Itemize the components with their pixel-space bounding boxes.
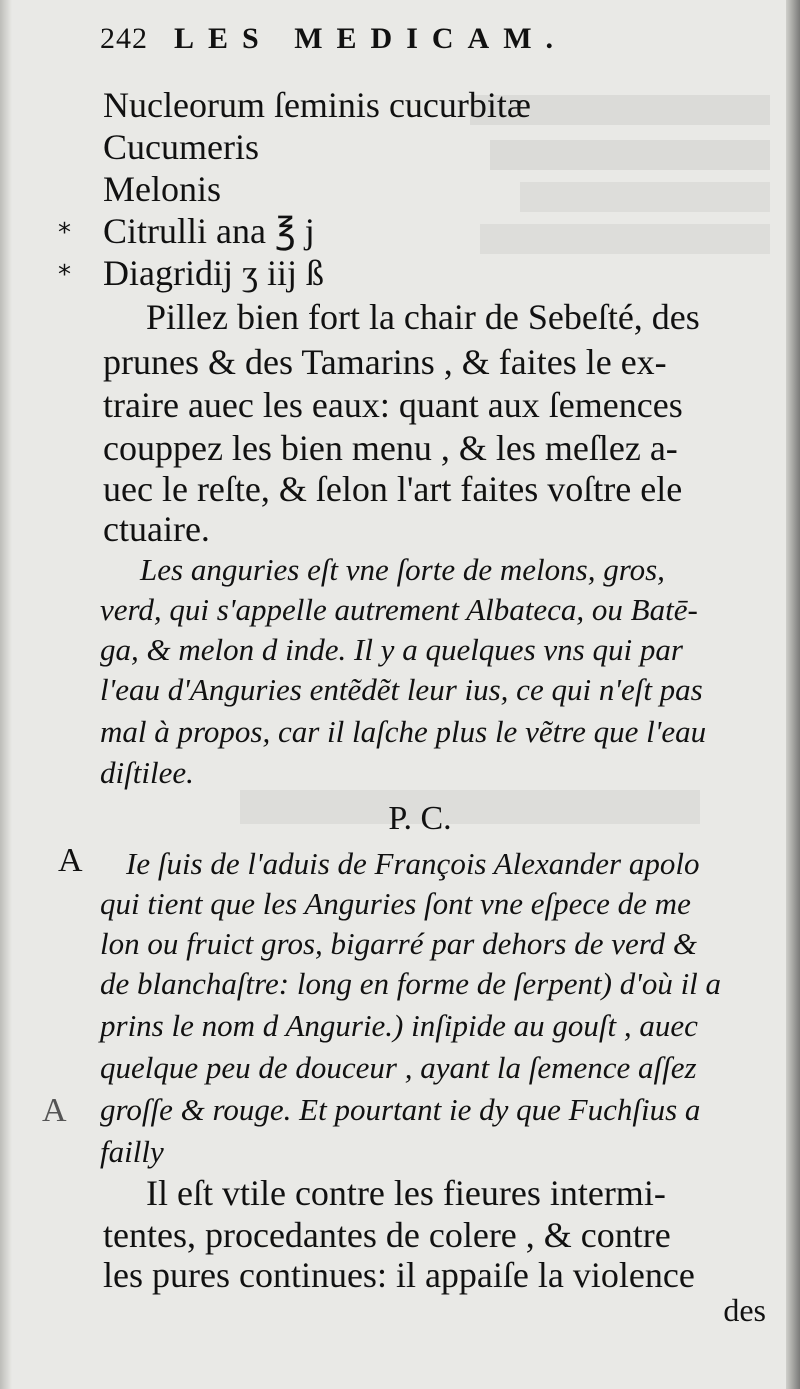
paragraph-line: prunes & des Tamarins , & faites le ex- bbox=[103, 342, 667, 382]
paragraph-line: uec le reſte, & ſelon l'art faites voſtre ele bbox=[103, 469, 683, 509]
commentary-line: de blanchaſtre: long en forme de ſerpent) d'où il a bbox=[100, 966, 722, 1001]
paragraph-line: Il eſt vtile contre les fieures intermi- bbox=[146, 1173, 666, 1213]
recipe-line: Citrulli ana ℥ j bbox=[103, 211, 315, 251]
catchword: des bbox=[723, 1292, 766, 1328]
note-line: verd, qui s'appelle autrement Albateca, ou Batē- bbox=[100, 592, 698, 627]
paragraph-line: Pillez bien fort la chair de Sebeſté, des bbox=[146, 297, 700, 337]
page-number: 242 bbox=[100, 22, 148, 55]
page-gutter-shadow bbox=[0, 0, 12, 1389]
margin-letter: A bbox=[42, 1092, 67, 1129]
recipe-line: Diagridij ʒ iij ß bbox=[103, 253, 324, 293]
section-heading: P. C. bbox=[388, 800, 452, 837]
commentary-line: groſſe & rouge. Et pourtant ie dy que Fuchſius a bbox=[100, 1092, 701, 1127]
note-line: mal à propos, car il laſche plus le vẽtre que l'eau bbox=[100, 714, 707, 749]
running-title: LES MEDICAM. bbox=[174, 22, 568, 55]
paragraph-line: couppez les bien menu , & les meſlez a- bbox=[103, 428, 678, 468]
commentary-line: lon ou fruict gros, bigarré par dehors de verd & bbox=[100, 926, 698, 961]
note-line: ga, & melon d inde. Il y a quelques vns qui par bbox=[100, 632, 683, 667]
asterisk-mark: * bbox=[58, 260, 71, 290]
paragraph-line: les pures continues: il appaiſe la violence bbox=[103, 1255, 695, 1295]
paragraph-line: traire auec les eaux: quant aux ſemences bbox=[103, 385, 683, 425]
note-line: l'eau d'Anguries entẽdẽt leur ius, ce qui n'eſt pas bbox=[100, 672, 703, 707]
recipe-line: Nucleorum ſeminis cucurbitæ bbox=[103, 85, 531, 125]
show-through-3 bbox=[520, 182, 770, 212]
recipe-line: Melonis bbox=[103, 169, 222, 209]
margin-letter: A bbox=[58, 842, 83, 879]
show-through-4 bbox=[480, 224, 770, 254]
commentary-line: failly bbox=[100, 1134, 164, 1169]
commentary-line: qui tient que les Anguries ſont vne eſpece de me bbox=[100, 886, 691, 921]
running-header bbox=[100, 22, 567, 56]
commentary-line: prins le nom d Angurie.) inſipide au gouſt , auec bbox=[100, 1008, 698, 1043]
note-line: Les anguries eſt vne ſorte de melons, gros, bbox=[140, 552, 665, 587]
asterisk-mark: * bbox=[58, 218, 71, 248]
page-edge-shadow bbox=[786, 0, 800, 1389]
commentary-line: quelque peu de douceur , ayant la ſemence aſſez bbox=[100, 1050, 697, 1085]
commentary-line: Ie ſuis de l'aduis de François Alexander apolo bbox=[126, 846, 700, 881]
show-through-2 bbox=[490, 140, 770, 170]
recipe-line: Cucumeris bbox=[103, 127, 259, 167]
note-line: diſtilee. bbox=[100, 755, 194, 790]
paragraph-line: ctuaire. bbox=[103, 509, 210, 549]
paragraph-line: tentes, procedantes de colere , & contre bbox=[103, 1215, 671, 1255]
